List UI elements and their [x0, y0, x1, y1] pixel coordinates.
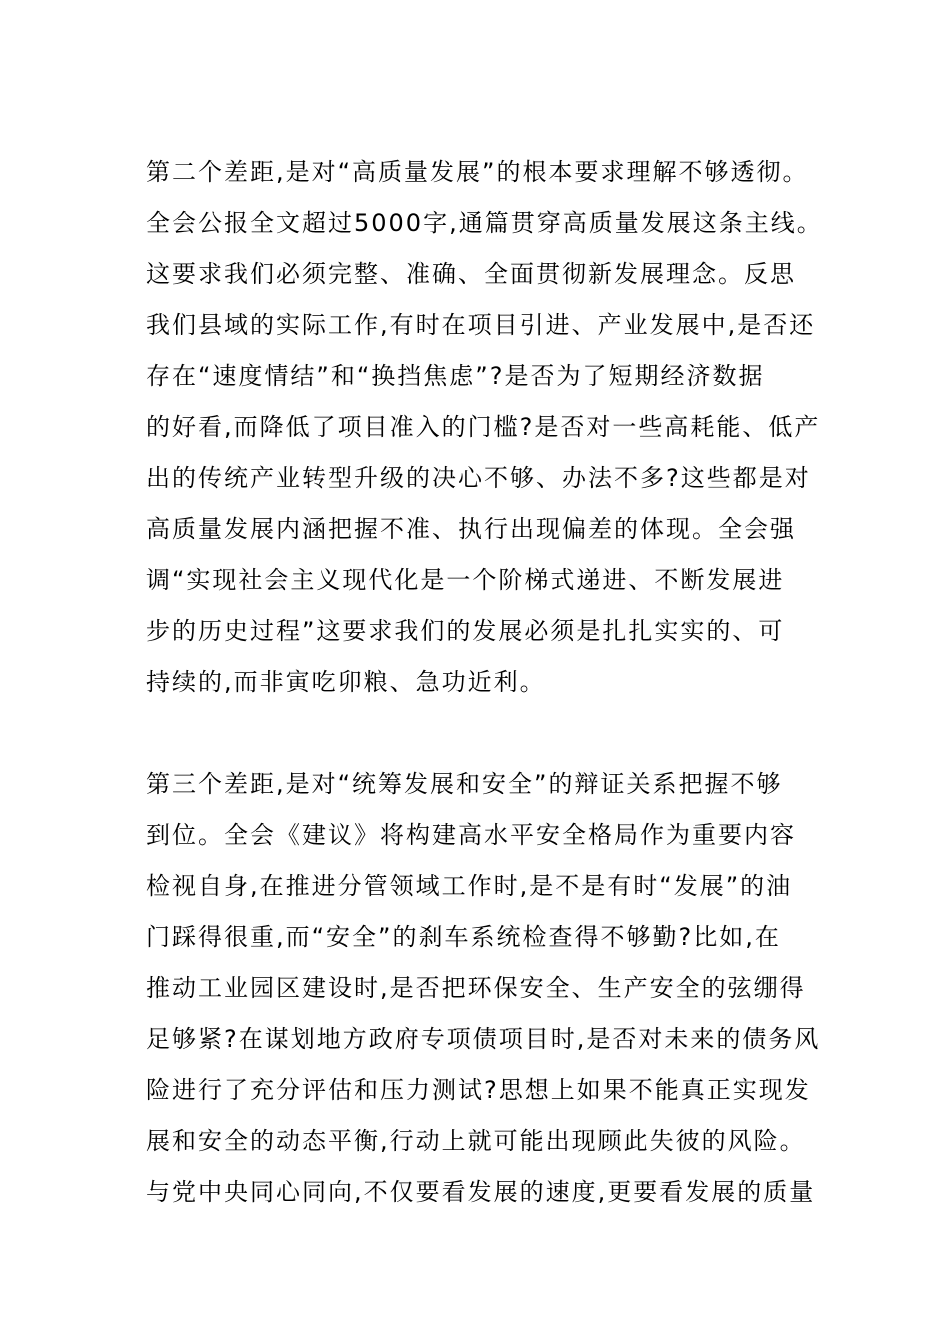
text-line: 检视自身,在推进分管领域工作时,是不是有时“发展”的油	[146, 872, 793, 900]
text-line: 推动工业园区建设时,是否把环保安全、生产安全的弦绷得	[146, 974, 806, 1002]
text-line: 调“实现社会主义现代化是一个阶梯式递进、不断发展进	[146, 566, 785, 594]
text-line: 门踩得很重,而“安全”的刹车系统检查得不够勤?比如,在	[146, 923, 781, 951]
paragraph-third-gap	[146, 759, 826, 1218]
text-line: 存在“速度情结”和“换挡焦虑”?是否为了短期经济数据	[146, 362, 765, 390]
text-line: 到位。全会《建议》将构建高水平安全格局作为重要内容	[146, 821, 796, 849]
text-line: 足够紧?在谋划地方政府专项债项目时,是否对未来的债务风	[146, 1025, 821, 1053]
text-line: 第二个差距,是对“高质量发展”的根本要求理解不够透彻。	[146, 158, 809, 186]
text-line: 出的传统产业转型升级的决心不够、办法不多?这些都是对	[146, 464, 811, 492]
text-line: 我们县域的实际工作,有时在项目引进、产业发展中,是否还	[146, 311, 816, 339]
text-line: 第三个差距,是对“统筹发展和安全”的辩证关系把握不够	[146, 770, 783, 798]
text-line: 与党中央同心同向,不仅要看发展的速度,更要看发展的质量	[146, 1178, 816, 1206]
text-line: 险进行了充分评估和压力测试?思想上如果不能真正实现发	[146, 1076, 811, 1104]
text-line: 高质量发展内涵把握不准、执行出现偏差的体现。全会强	[146, 515, 796, 543]
text-line: 的好看,而降低了项目准入的门槛?是否对一些高耗能、低产	[146, 413, 821, 441]
paragraph-second-gap	[146, 147, 826, 708]
text-line: 全会公报全文超过5000字,通篇贯穿高质量发展这条主线。	[146, 209, 823, 237]
text-line: 持续的,而非寅吃卯粮、急功近利。	[146, 668, 546, 696]
text-line: 展和安全的动态平衡,行动上就可能出现顾此失彼的风险。	[146, 1127, 806, 1155]
text-line: 这要求我们必须完整、准确、全面贯彻新发展理念。反思	[146, 260, 796, 288]
text-line: 步的历史过程”这要求我们的发展必须是扎扎实实的、可	[146, 617, 785, 645]
